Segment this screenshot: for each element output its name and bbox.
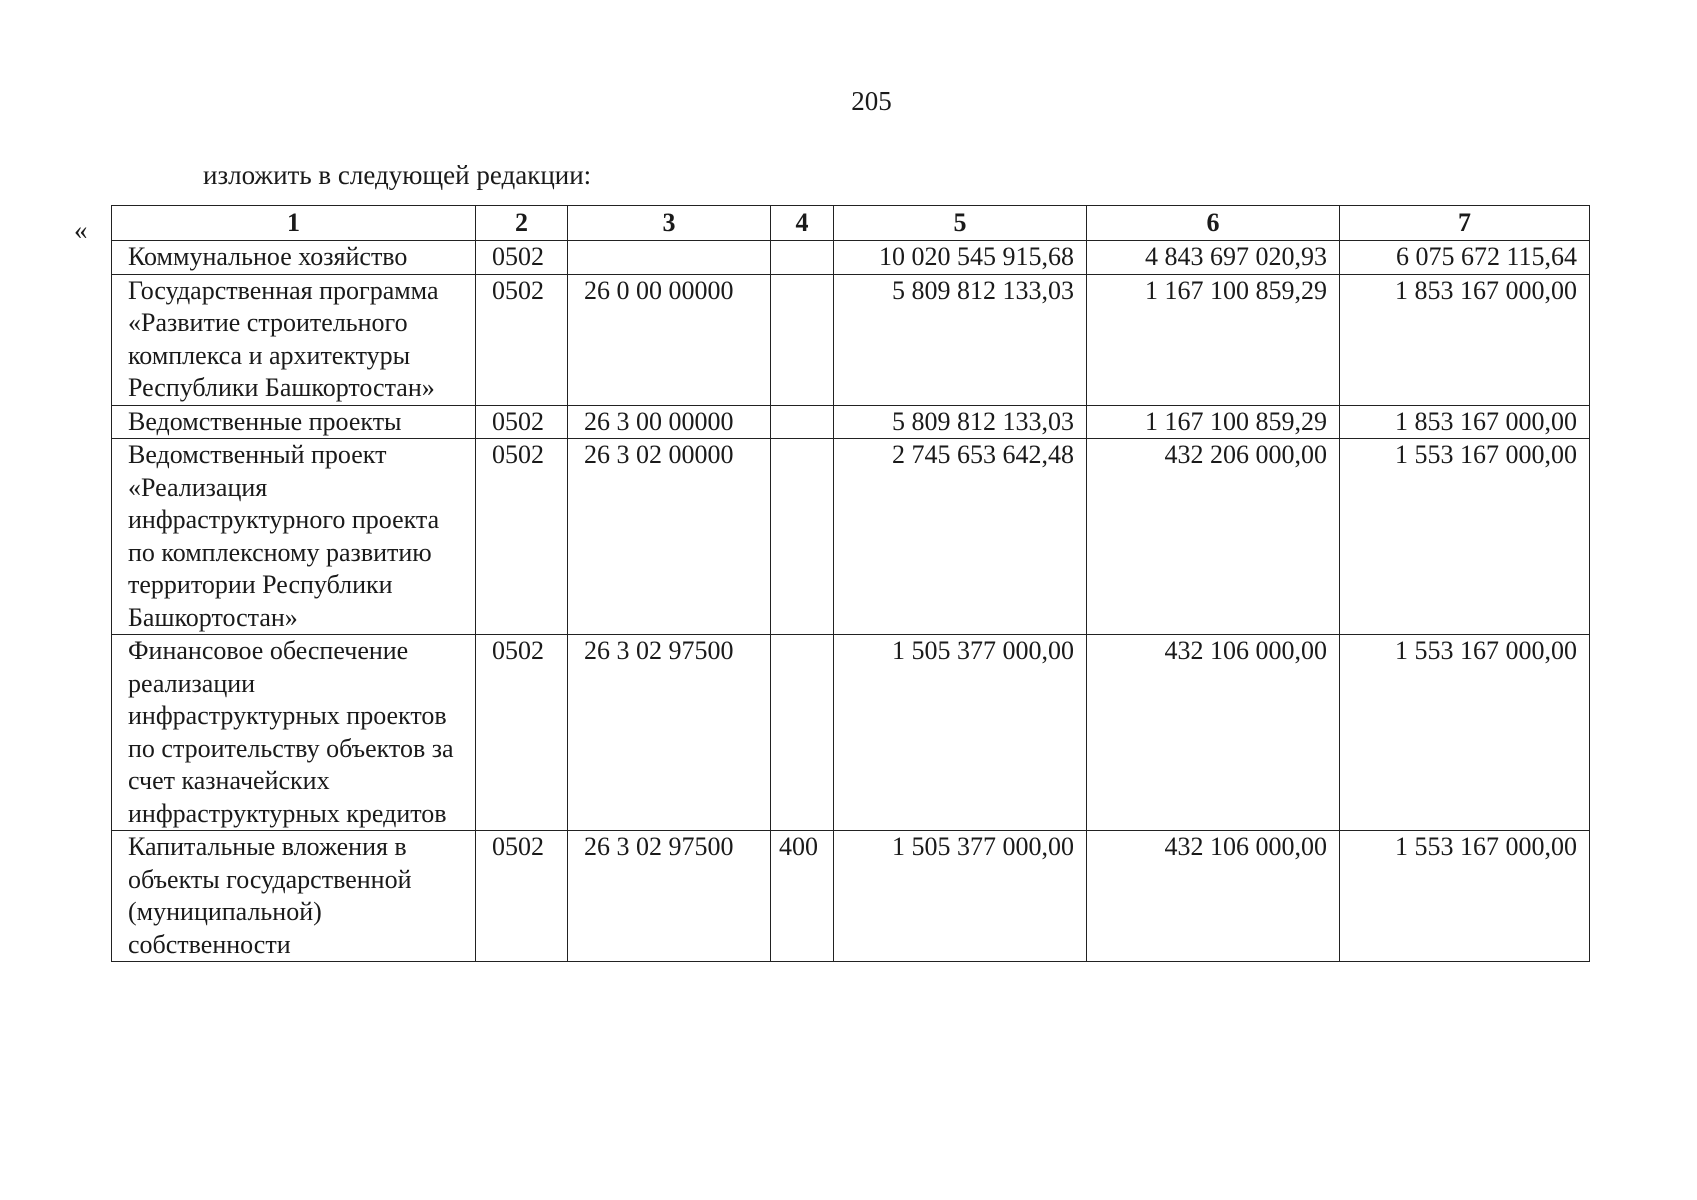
row-name: Капитальные вложения в объекты государственной (муниципальной) собственности bbox=[112, 831, 476, 962]
row-target-code: 26 3 00 00000 bbox=[568, 405, 771, 439]
row-section-code: 0502 bbox=[476, 635, 568, 831]
row-amount-col6: 4 843 697 020,93 bbox=[1087, 241, 1340, 275]
header-col-4: 4 bbox=[771, 206, 834, 241]
table-row bbox=[112, 635, 1590, 831]
table-row bbox=[112, 831, 1590, 962]
row-section-code: 0502 bbox=[476, 241, 568, 275]
row-amount-col5: 1 505 377 000,00 bbox=[834, 635, 1087, 831]
table-row bbox=[112, 439, 1590, 635]
row-section-code: 0502 bbox=[476, 831, 568, 962]
row-amount-col7: 1 853 167 000,00 bbox=[1340, 405, 1590, 439]
row-name: Коммунальное хозяйство bbox=[112, 241, 476, 275]
row-amount-col7: 1 853 167 000,00 bbox=[1340, 274, 1590, 405]
row-target-code: 26 3 02 97500 bbox=[568, 831, 771, 962]
row-expense-type bbox=[771, 635, 834, 831]
header-col-5: 5 bbox=[834, 206, 1087, 241]
table-row bbox=[112, 274, 1590, 405]
row-expense-type bbox=[771, 439, 834, 635]
row-section-code: 0502 bbox=[476, 274, 568, 405]
row-amount-col5: 5 809 812 133,03 bbox=[834, 274, 1087, 405]
table-row bbox=[112, 405, 1590, 439]
row-target-code bbox=[568, 241, 771, 275]
row-target-code: 26 0 00 00000 bbox=[568, 274, 771, 405]
opening-quote-mark: « bbox=[74, 215, 88, 245]
row-target-code: 26 3 02 00000 bbox=[568, 439, 771, 635]
row-expense-type bbox=[771, 274, 834, 405]
row-amount-col6: 432 106 000,00 bbox=[1087, 635, 1340, 831]
row-amount-col6: 1 167 100 859,29 bbox=[1087, 405, 1340, 439]
row-section-code: 0502 bbox=[476, 439, 568, 635]
row-amount-col5: 1 505 377 000,00 bbox=[834, 831, 1087, 962]
row-amount-col6: 432 106 000,00 bbox=[1087, 831, 1340, 962]
table-row bbox=[112, 241, 1590, 275]
row-amount-col6: 1 167 100 859,29 bbox=[1087, 274, 1340, 405]
row-section-code: 0502 bbox=[476, 405, 568, 439]
header-col-1: 1 bbox=[112, 206, 476, 241]
row-name: Финансовое обеспечение реализации инфраструктурных проектов по строительству объектов за счет казначейских инфраструктурных кредитов bbox=[112, 635, 476, 831]
row-expense-type: 400 bbox=[771, 831, 834, 962]
budget-table bbox=[111, 205, 1590, 962]
row-expense-type bbox=[771, 405, 834, 439]
row-amount-col7: 6 075 672 115,64 bbox=[1340, 241, 1590, 275]
row-expense-type bbox=[771, 241, 834, 275]
row-amount-col6: 432 206 000,00 bbox=[1087, 439, 1340, 635]
table-header-row bbox=[112, 206, 1590, 241]
row-amount-col7: 1 553 167 000,00 bbox=[1340, 831, 1590, 962]
header-col-3: 3 bbox=[568, 206, 771, 241]
row-amount-col5: 2 745 653 642,48 bbox=[834, 439, 1087, 635]
row-amount-col5: 5 809 812 133,03 bbox=[834, 405, 1087, 439]
header-col-2: 2 bbox=[476, 206, 568, 241]
intro-text: изложить в следующей редакции: bbox=[203, 160, 592, 190]
row-name: Государственная программа «Развитие строительного комплекса и архитектуры Республики Башкортостан» bbox=[112, 274, 476, 405]
row-target-code: 26 3 02 97500 bbox=[568, 635, 771, 831]
row-amount-col7: 1 553 167 000,00 bbox=[1340, 439, 1590, 635]
header-col-6: 6 bbox=[1087, 206, 1340, 241]
row-amount-col7: 1 553 167 000,00 bbox=[1340, 635, 1590, 831]
page-number: 205 bbox=[851, 86, 892, 116]
header-col-7: 7 bbox=[1340, 206, 1590, 241]
row-amount-col5: 10 020 545 915,68 bbox=[834, 241, 1087, 275]
row-name: Ведомственный проект «Реализация инфраструктурного проекта по комплексному развитию территории Республики Башкортостан» bbox=[112, 439, 476, 635]
row-name: Ведомственные проекты bbox=[112, 405, 476, 439]
